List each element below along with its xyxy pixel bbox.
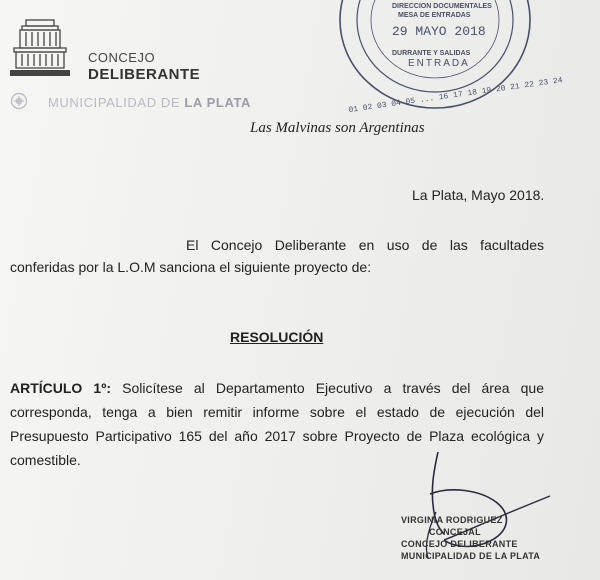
resolution-title: RESOLUCIÓN — [230, 329, 324, 345]
entry-stamp — [330, 0, 564, 120]
intro-paragraph-second-line: conferidas por la L.O.M sanciona el siguiente proyecto de: — [10, 259, 372, 275]
stamp-line-entrada: ENTRADA — [408, 58, 470, 69]
brand-concejo: CONCEJO — [88, 50, 156, 65]
article-text: Solicítese al Departamento Ejecutivo a través del área que corresponda, tenga a bien remitir informe sobre el estado de ejecución del Presupuesto Participativo 165 del año 2017 sobre Proyecto de Plaza ecológica y comestible. — [10, 380, 544, 468]
intro-paragraph-first-line: El Concejo Deliberante en uso de las facultades — [186, 237, 544, 253]
stamp-line-hours: DURRANTE Y SALIDAS — [392, 50, 471, 57]
stamp-line-top: DIRECCION DOCUMENTALES — [392, 3, 492, 10]
municipality-label — [48, 95, 251, 110]
stamp-line-mesa: MESA DE ENTRADAS — [398, 12, 471, 19]
signer-role: CONCEJAL — [429, 527, 481, 537]
document-date: La Plata, Mayo 2018. — [412, 187, 545, 203]
municipality-city: LA PLATA — [184, 95, 252, 110]
municipality-emblem-icon — [10, 92, 28, 110]
brand-deliberante: DELIBERANTE — [88, 66, 201, 83]
signer-name: VIRGINIA RODRIGUEZ — [401, 515, 503, 525]
building-logo-icon — [8, 18, 72, 80]
municipality-prefix: MUNICIPALIDAD DE — [48, 95, 181, 110]
article-label: ARTÍCULO 1º: — [10, 380, 111, 396]
motto: Las Malvinas son Argentinas — [250, 120, 425, 136]
signature-block — [401, 514, 540, 562]
stamp-date: 29 MAYO 2018 — [392, 24, 486, 39]
signer-municipality: MUNICIPALIDAD DE LA PLATA — [401, 551, 541, 561]
signer-body: CONCEJO DELIBERANTE — [401, 539, 518, 549]
stamp-ring-numbers: 01 02 03 04 05 ... 16 17 18 19 20 21 22 23 24 — [348, 76, 564, 116]
